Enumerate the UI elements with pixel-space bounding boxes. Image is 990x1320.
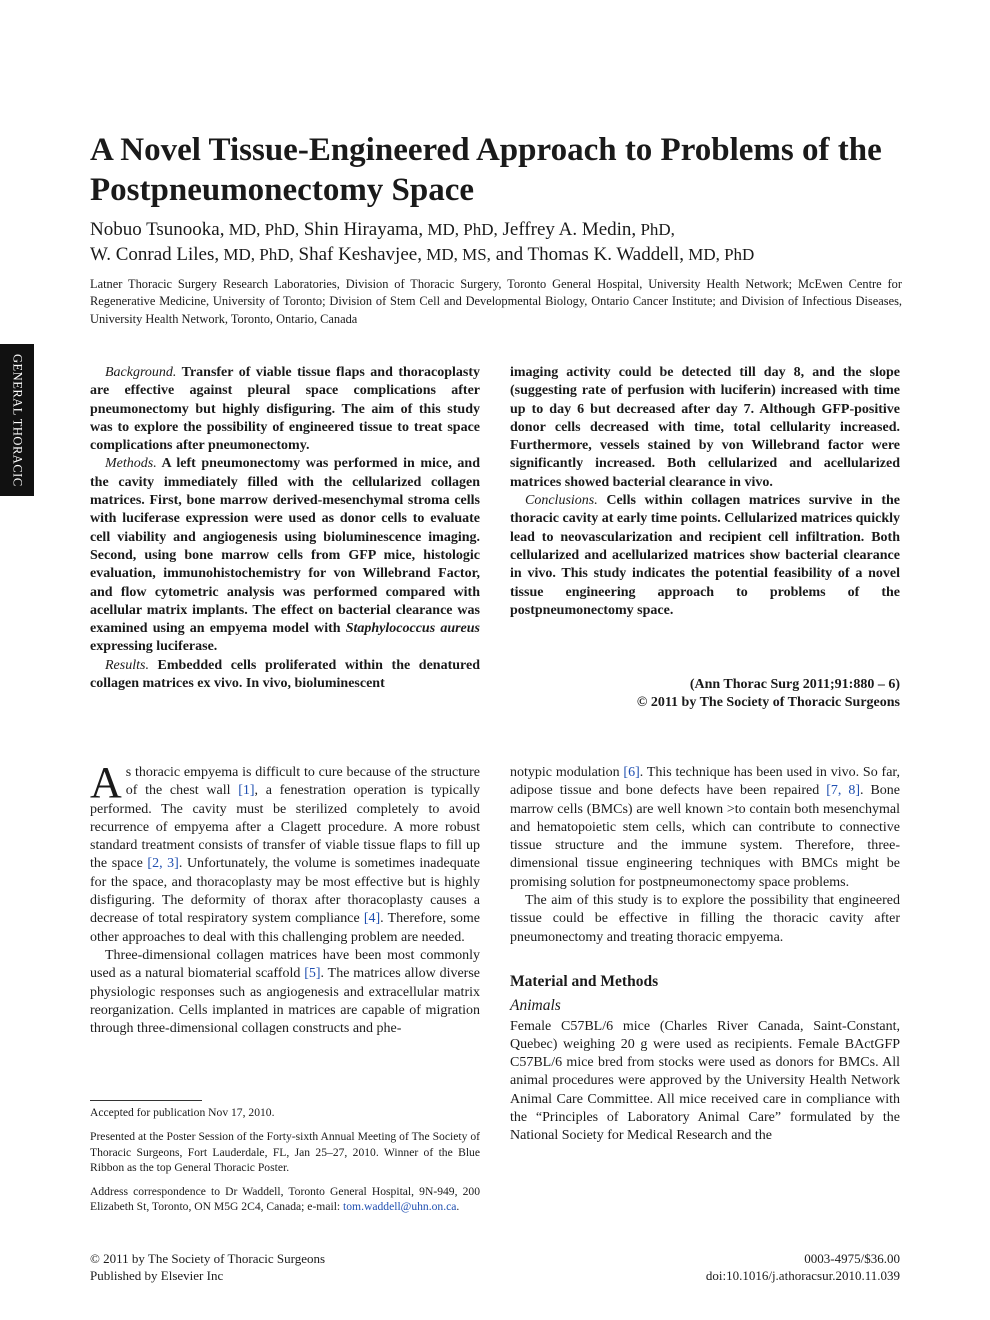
- abstract-methods-label: Methods.: [105, 456, 157, 472]
- footer-right: [560, 1250, 900, 1284]
- abstract-methods: Methods. A left pneumonectomy was performed in mice, and the cavity immediately filled with the cellularized collagen matrices. First, bone marrow derived-mesenchymal stroma cells with luciferase expression were used as donor cells to evaluate cell viability and angiogenesis using bioluminescence imaging. Second, using bone marrow cells from GFP mice, histologic evaluation, immunohistochemistry for von Willebrand Factor, and flow cytometric analysis was performed compared with acellular matrix implants. The effect on bacterial clearance was examined using an empyema model with Staphylococcus aureus expressing luciferase.: [90, 456, 480, 655]
- footer-left: [90, 1250, 490, 1284]
- subsection-heading-animals: Animals: [510, 997, 561, 1015]
- reference-link[interactable]: [7, 8]: [826, 783, 860, 799]
- author-6: and Thomas K. Waddell, MD, PhD: [495, 243, 755, 265]
- reference-link[interactable]: [5]: [304, 966, 321, 982]
- abstract-conclusions-label: Conclusions.: [525, 493, 598, 509]
- body-paragraph-4: The aim of this study is to explore the possibility that engineered tissue could be effective in filling the thoracic cavity after pneumonectomy and treating thoracic empyema.: [510, 893, 900, 945]
- footnote-rule: [90, 1100, 202, 1101]
- footnotes: [90, 1105, 480, 1224]
- author-3: Jeffrey A. Medin, PhD,: [502, 219, 675, 240]
- abstract-conclusions: Conclusions. Cells within collagen matrices survive in the thoracic cavity at early time points. Cellularized matrices quickly lead to neovascularization and recipient cell infiltration. Both cellularized and acellularized matrices show bacterial clearance in vivo. This study indicates the potential feasibility of a novel tissue engineering approach to problems of the postpneumonectomy space.: [510, 493, 900, 618]
- author-2: Shin Hirayama, MD, PhD,: [303, 219, 498, 240]
- abstract-left-column: [90, 364, 480, 693]
- reference-link[interactable]: [4]: [363, 911, 381, 927]
- journal-citation: [510, 676, 900, 713]
- body-paragraph-5: Female C57BL/6 mice (Charles River Canada, Saint-Constant, Quebec) weighing 20 g were used as recipients. Female BActGFP C57BL/6 mice bred from stocks were used as donors for BMCs. All animal procedures were approved by the University Health Network Animal Care Committee. All mice received care in compliance with the “Principles of Laboratory Animal Care” formulated by the National Society for Medical Research and the: [510, 1018, 900, 1144]
- body-right-column: [510, 764, 900, 1146]
- drop-cap: A: [90, 758, 122, 807]
- affiliation: Latner Thoracic Surgery Research Laboratories, Division of Thoracic Surgery, Toronto General Hospital, University Health Network; McEwen Centre for Regenerative Medicine, University of Toronto; Division of Stem Cell and Developmental Biology, Ontario Cancer Institute; and Division of Infectious Diseases, University Health Network, Toronto, Ontario, Canada: [90, 277, 902, 326]
- author-5: Shaf Keshavjee, MD, MS,: [298, 243, 491, 265]
- footnote-presented: Presented at the Poster Session of the Forty-sixth Annual Meeting of The Society of Thoracic Surgeons, Fort Lauderdale, FL, Jan 25–27, 2010. Winner of the Blue Ribbon as the top General Thoracic Poster.: [90, 1130, 480, 1174]
- abstract-results-label: Results.: [105, 657, 149, 673]
- abstract-results: Results. Embedded cells proliferated within the denatured collagen matrices ex vivo. In vivo, bioluminescent: [90, 657, 480, 692]
- footer-copyright: © 2011 by The Society of Thoracic Surgeons: [90, 1251, 326, 1266]
- section-heading-methods: Material and Methods: [510, 972, 659, 990]
- body-paragraph-2: Three-dimensional collagen matrices have been most commonly used as a natural biomaterial scaffold [5]. The matrices allow diverse physiologic responses such as angiogenesis and extracellular matrix reorganization. Cells implanted in matrices are capable of migration through three-dimensional collagen constructs and phe-: [90, 947, 480, 1037]
- reference-link[interactable]: [2, 3]: [147, 856, 179, 872]
- section-side-tab: GENERAL THORACIC: [0, 344, 34, 496]
- abstract-background-label: Background.: [105, 365, 177, 380]
- author-4: W. Conrad Liles, MD, PhD,: [90, 243, 294, 265]
- footer-publisher: Published by Elsevier Inc: [90, 1268, 224, 1283]
- citation-copyright: © 2011 by The Society of Thoracic Surgeons: [636, 695, 900, 711]
- footnote-address: Address correspondence to Dr Waddell, Toronto General Hospital, 9N-949, 200 Elizabeth St, Toronto, ON M5G 2C4, Canada; e-mail: tom.waddell@uhn.on.ca.: [90, 1185, 480, 1214]
- author-list: [90, 218, 910, 267]
- reference-link[interactable]: [6]: [623, 765, 640, 780]
- email-link[interactable]: tom.waddell@uhn.on.ca: [343, 1200, 457, 1214]
- body-left-column: [90, 758, 481, 1038]
- footnote-accepted: Accepted for publication Nov 17, 2010.: [90, 1106, 275, 1119]
- body-paragraph-3: notypic modulation [6]. This technique has been used in vivo. So far, adipose tissue and bone defects have been repaired [7, 8]. Bone marrow cells (BMCs) are well known >to contain both mesenchymal and hematopoietic stem cells, which can contribute to connective tissue structure and the immune system. Therefore, three-dimensional tissue engineering techniques with BMCs might be promising solution for postpneumonectomy space problems.: [510, 765, 901, 890]
- citation-reference: (Ann Thorac Surg 2011;91:880 – 6): [689, 677, 900, 692]
- reference-link[interactable]: [1]: [238, 783, 255, 799]
- abstract-results-continued: imaging activity could be detected till day 8, and the slope (suggesting rate of perfusion with luciferin) increased with time up to day 6 but decreased after day 7. Although GFP-positive donor cells decreased with time, total cellularity increased. Furthermore, vessels stained by von Willebrand factor were significantly increased. Both cellularized and acellularized matrices showed bacterial clearance in vivo.: [510, 365, 900, 490]
- author-1: Nobuo Tsunooka, MD, PhD,: [90, 219, 300, 240]
- abstract-background: Background. Transfer of viable tissue flaps and thoracoplasty are effective against pleural space complications after pneumonectomy but highly disfiguring. The aim of this study was to explore the possibility of engineered tissue to treat space complications after pneumonectomy.: [90, 365, 480, 454]
- body-paragraph-1: As thoracic empyema is difficult to cure because of the structure of the chest wall [1], a fenestration operation is typically performed. The cavity must be sterilized completely to avoid recurrence of empyema after a Clagett procedure. A more robust standard treatment consists of transfer of viable tissue flaps to fill up the space [2, 3]. Unfortunately, the volume is sometimes inadequate for the space, and thoracoplasty may be most effective but is highly disfiguring. The deformity of thorax after thoracoplasty causes a decrease of total respiratory system compliance [4]. Therefore, some other approaches to deal with this challenging problem are needed.: [90, 758, 481, 945]
- abstract-right-column: [510, 364, 900, 620]
- article-title: A Novel Tissue-Engineered Approach to Problems of the Postpneumonectomy Space: [90, 132, 882, 208]
- footer-doi[interactable]: doi:10.1016/j.athoracsur.2010.11.039: [705, 1268, 900, 1283]
- footer-issn: 0003-4975/$36.00: [804, 1251, 900, 1266]
